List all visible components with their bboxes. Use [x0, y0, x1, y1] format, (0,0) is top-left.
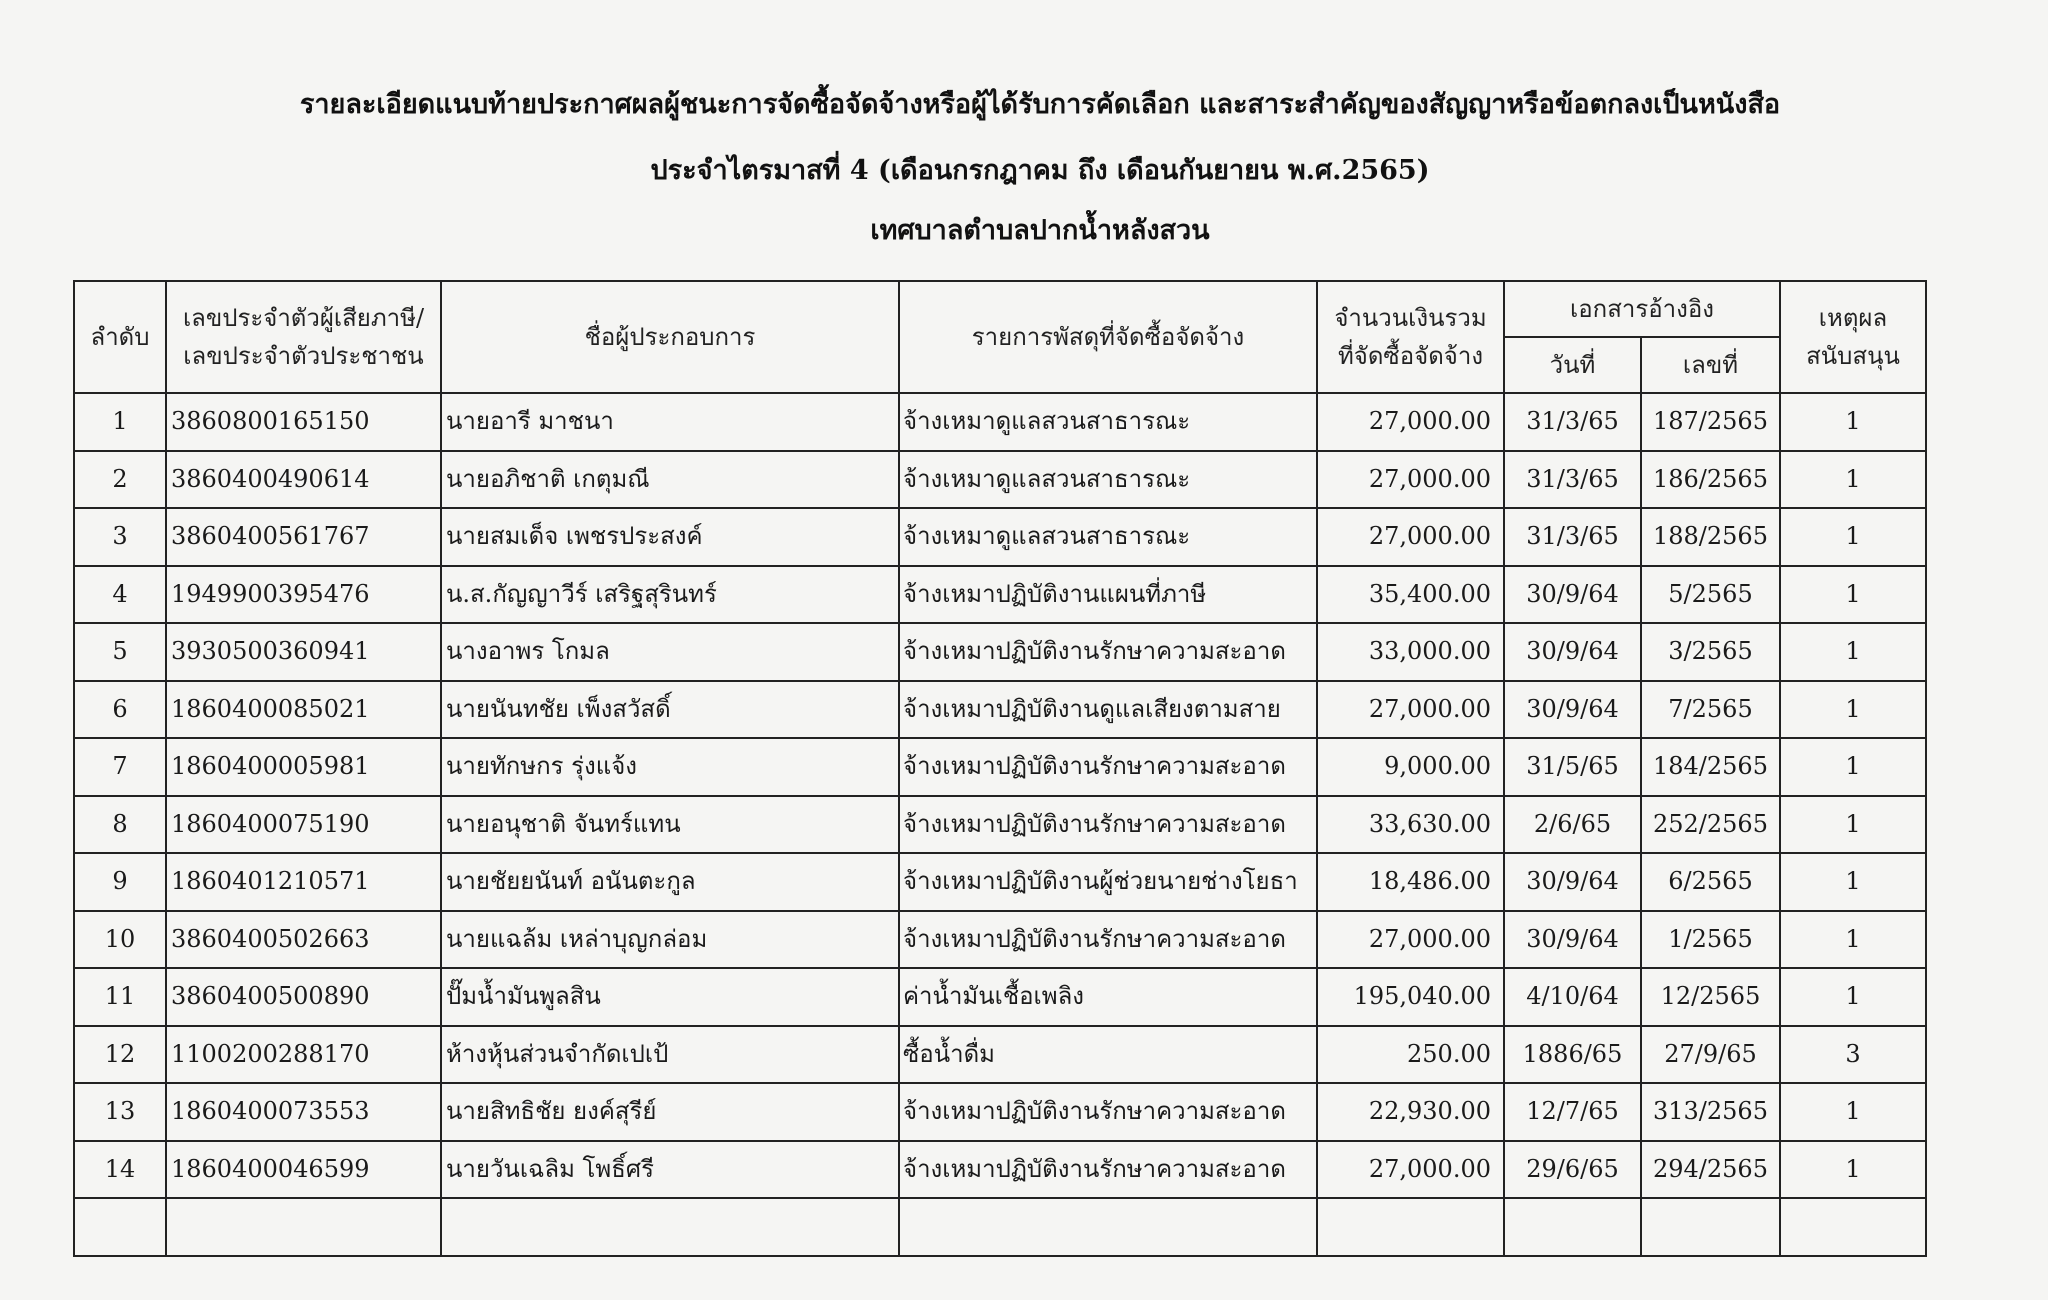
cell-ref-no: 187/2565 [1641, 393, 1780, 451]
cell-no: 2 [74, 451, 166, 509]
cell-item: ซื้อน้ำดื่ม [899, 1026, 1317, 1084]
cell-vendor: นายชัยยนันท์ อนันตะกูล [441, 853, 899, 911]
table-row [74, 623, 1926, 681]
cell-reason: 1 [1780, 853, 1926, 911]
cell-no: 1 [74, 393, 166, 451]
cell-reason: 1 [1780, 738, 1926, 796]
cell-item: จ้างเหมาดูแลสวนสาธารณะ [899, 508, 1317, 566]
cell-ref-no: 5/2565 [1641, 566, 1780, 624]
header-vendor: ชื่อผู้ประกอบการ [441, 281, 899, 393]
cell-ref-date: 30/9/64 [1504, 681, 1641, 739]
cell-ref-date: 30/9/64 [1504, 911, 1641, 969]
table-body [74, 393, 1926, 1256]
cell-no: 14 [74, 1141, 166, 1199]
cell-no: 5 [74, 623, 166, 681]
header-ref-date: วันที่ [1504, 337, 1641, 393]
cell-item: จ้างเหมาดูแลสวนสาธารณะ [899, 451, 1317, 509]
cell-vendor: นายสิทธิชัย ยงค์สุรีย์ [441, 1083, 899, 1141]
cell-vendor: นายนันทชัย เพ็งสวัสดิ์ [441, 681, 899, 739]
table-row [74, 738, 1926, 796]
cell-ref-date: 12/7/65 [1504, 1083, 1641, 1141]
cell-taxid: 1949900395476 [166, 566, 441, 624]
cell-ref-no: 186/2565 [1641, 451, 1780, 509]
cell-vendor: ปั๊มน้ำมันพูลสิน [441, 968, 899, 1026]
cell-reason: 1 [1780, 451, 1926, 509]
table-row [74, 393, 1926, 451]
cell-vendor: น.ส.กัญญาวีร์ เสริฐสุรินทร์ [441, 566, 899, 624]
cell-amount: 27,000.00 [1317, 508, 1504, 566]
cell-amount: 33,630.00 [1317, 796, 1504, 854]
cell-ref-no: 313/2565 [1641, 1083, 1780, 1141]
cell-ref-date: 31/5/65 [1504, 738, 1641, 796]
cell-amount: 35,400.00 [1317, 566, 1504, 624]
cell-amount: 195,040.00 [1317, 968, 1504, 1026]
table-row [74, 796, 1926, 854]
header-taxid-line1: เลขประจำตัวผู้เสียภาษี/ [182, 303, 425, 332]
cell-amount: 27,000.00 [1317, 451, 1504, 509]
cell-taxid: 1860400073553 [166, 1083, 441, 1141]
cell-no: 9 [74, 853, 166, 911]
cell-vendor: ห้างหุ้นส่วนจำกัดเปเป้ [441, 1026, 899, 1084]
header-reason [1780, 281, 1926, 393]
cell-no: 4 [74, 566, 166, 624]
cell-vendor: นางอาพร โกมล [441, 623, 899, 681]
organization-name: เทศบาลตำบลปากน้ำหลังสวน [870, 215, 1210, 246]
cell-ref-date: 30/9/64 [1504, 853, 1641, 911]
cell-vendor: นายแฉล้ม เหล่าบุญกล่อม [441, 911, 899, 969]
cell-taxid: 3860800165150 [166, 393, 441, 451]
table-row [74, 681, 1926, 739]
cell-reason: 1 [1780, 796, 1926, 854]
cell-item: จ้างเหมาปฏิบัติงานแผนที่ภาษี [899, 566, 1317, 624]
cell-ref-no-empty [1641, 1198, 1780, 1256]
cell-no: 11 [74, 968, 166, 1026]
cell-amount: 27,000.00 [1317, 1141, 1504, 1199]
cell-vendor: นายอภิชาติ เกตุมณี [441, 451, 899, 509]
cell-reason: 1 [1780, 1083, 1926, 1141]
table-row [74, 1083, 1926, 1141]
table-row [74, 508, 1926, 566]
cell-taxid: 1860400075190 [166, 796, 441, 854]
cell-ref-no: 1/2565 [1641, 911, 1780, 969]
cell-ref-date: 4/10/64 [1504, 968, 1641, 1026]
cell-no: 6 [74, 681, 166, 739]
header-amount [1317, 281, 1504, 393]
cell-taxid: 3860400502663 [166, 911, 441, 969]
cell-taxid: 1860400005981 [166, 738, 441, 796]
cell-amount: 33,000.00 [1317, 623, 1504, 681]
cell-item: จ้างเหมาปฏิบัติงานรักษาความสะอาด [899, 911, 1317, 969]
cell-taxid: 1860400046599 [166, 1141, 441, 1199]
cell-no-empty [74, 1198, 166, 1256]
cell-no: 10 [74, 911, 166, 969]
cell-no: 13 [74, 1083, 166, 1141]
cell-ref-date: 31/3/65 [1504, 393, 1641, 451]
cell-taxid: 3860400490614 [166, 451, 441, 509]
table-header [74, 281, 1926, 393]
cell-vendor: นายอารี มาชนา [441, 393, 899, 451]
cell-item: จ้างเหมาปฏิบัติงานผู้ช่วยนายช่างโยธา [899, 853, 1317, 911]
cell-reason: 1 [1780, 623, 1926, 681]
cell-ref-no: 184/2565 [1641, 738, 1780, 796]
header-amount-line2: ที่จัดซื้อจัดจ้าง [1337, 342, 1484, 370]
cell-taxid-empty [166, 1198, 441, 1256]
cell-ref-date: 1886/65 [1504, 1026, 1641, 1084]
cell-ref-date: 30/9/64 [1504, 623, 1641, 681]
table-row [74, 968, 1926, 1026]
cell-vendor: นายวันเฉลิม โพธิ์ศรี [441, 1141, 899, 1199]
document-period: ประจำไตรมาสที่ 4 (เดือนกรกฎาคม ถึง เดือนกันยายน พ.ศ.2565) [650, 155, 1430, 186]
cell-amount: 250.00 [1317, 1026, 1504, 1084]
cell-no: 3 [74, 508, 166, 566]
cell-ref-date: 29/6/65 [1504, 1141, 1641, 1199]
cell-ref-no: 7/2565 [1641, 681, 1780, 739]
cell-taxid: 3930500360941 [166, 623, 441, 681]
cell-ref-no: 6/2565 [1641, 853, 1780, 911]
cell-vendor-empty [441, 1198, 899, 1256]
cell-taxid: 1860401210571 [166, 853, 441, 911]
cell-item: จ้างเหมาปฏิบัติงานรักษาความสะอาด [899, 1141, 1317, 1199]
cell-item: จ้างเหมาปฏิบัติงานรักษาความสะอาด [899, 796, 1317, 854]
cell-amount-empty [1317, 1198, 1504, 1256]
cell-reason: 1 [1780, 508, 1926, 566]
cell-ref-no: 27/9/65 [1641, 1026, 1780, 1084]
header-reason-line1: เหตุผล [1818, 303, 1888, 332]
cell-reason: 1 [1780, 566, 1926, 624]
header-taxid-line2: เลขประจำตัวประชาชน [183, 342, 424, 370]
cell-amount: 18,486.00 [1317, 853, 1504, 911]
cell-ref-date: 2/6/65 [1504, 796, 1641, 854]
cell-ref-no: 12/2565 [1641, 968, 1780, 1026]
cell-item: ค่าน้ำมันเชื้อเพลิง [899, 968, 1317, 1026]
cell-item: จ้างเหมาดูแลสวนสาธารณะ [899, 393, 1317, 451]
table-row-empty [74, 1198, 1926, 1256]
cell-item: จ้างเหมาปฏิบัติงานรักษาความสะอาด [899, 738, 1317, 796]
cell-ref-no: 294/2565 [1641, 1141, 1780, 1199]
cell-no: 12 [74, 1026, 166, 1084]
header-no: ลำดับ [74, 281, 166, 393]
cell-ref-no: 252/2565 [1641, 796, 1780, 854]
header-taxid [166, 281, 441, 393]
cell-reason: 1 [1780, 911, 1926, 969]
cell-amount: 22,930.00 [1317, 1083, 1504, 1141]
cell-amount: 27,000.00 [1317, 393, 1504, 451]
table-row [74, 1141, 1926, 1199]
cell-vendor: นายสมเด็จ เพชรประสงค์ [441, 508, 899, 566]
cell-ref-date: 30/9/64 [1504, 566, 1641, 624]
cell-no: 7 [74, 738, 166, 796]
cell-no: 8 [74, 796, 166, 854]
table-row [74, 853, 1926, 911]
cell-vendor: นายอนุชาติ จันทร์แทน [441, 796, 899, 854]
header-ref-doc: เอกสารอ้างอิง [1504, 281, 1780, 337]
header-amount-line1: จำนวนเงินรวม [1334, 303, 1487, 332]
header-ref-no: เลขที่ [1641, 337, 1780, 393]
cell-item: จ้างเหมาปฏิบัติงานดูแลเสียงตามสาย [899, 681, 1317, 739]
cell-reason: 1 [1780, 1141, 1926, 1199]
cell-reason: 3 [1780, 1026, 1926, 1084]
cell-taxid: 3860400561767 [166, 508, 441, 566]
table-row [74, 566, 1926, 624]
document-title: รายละเอียดแนบท้ายประกาศผลผู้ชนะการจัดซื้อจัดจ้างหรือผู้ได้รับการคัดเลือก และสาระสำคัญของสัญญาหรือข้อตกลงเป็นหนังสือ [299, 89, 1781, 120]
cell-ref-no: 3/2565 [1641, 623, 1780, 681]
cell-reason-empty [1780, 1198, 1926, 1256]
cell-item: จ้างเหมาปฏิบัติงานรักษาความสะอาด [899, 623, 1317, 681]
cell-reason: 1 [1780, 393, 1926, 451]
cell-vendor: นายทักษกร รุ่งแจ้ง [441, 738, 899, 796]
cell-item: จ้างเหมาปฏิบัติงานรักษาความสะอาด [899, 1083, 1317, 1141]
cell-amount: 27,000.00 [1317, 911, 1504, 969]
cell-ref-date-empty [1504, 1198, 1641, 1256]
header-reason-line2: สนับสนุน [1806, 342, 1900, 370]
table-row [74, 451, 1926, 509]
cell-reason: 1 [1780, 681, 1926, 739]
header-item: รายการพัสดุที่จัดซื้อจัดจ้าง [899, 281, 1317, 393]
cell-ref-date: 31/3/65 [1504, 451, 1641, 509]
cell-reason: 1 [1780, 968, 1926, 1026]
cell-ref-date: 31/3/65 [1504, 508, 1641, 566]
cell-amount: 27,000.00 [1317, 681, 1504, 739]
cell-taxid: 1860400085021 [166, 681, 441, 739]
table-row [74, 1026, 1926, 1084]
cell-item-empty [899, 1198, 1317, 1256]
cell-amount: 9,000.00 [1317, 738, 1504, 796]
cell-taxid: 1100200288170 [166, 1026, 441, 1084]
cell-taxid: 3860400500890 [166, 968, 441, 1026]
cell-ref-no: 188/2565 [1641, 508, 1780, 566]
procurement-table [73, 280, 1927, 1257]
table-row [74, 911, 1926, 969]
